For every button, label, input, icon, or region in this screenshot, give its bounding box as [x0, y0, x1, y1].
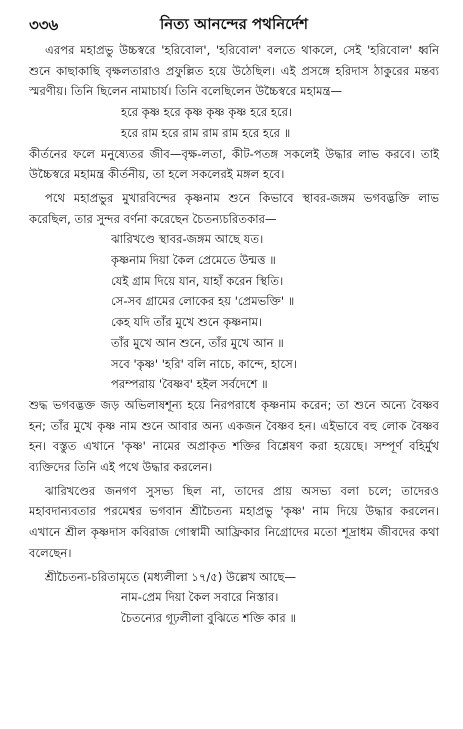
paragraph: এরপর মহাপ্রভু উচ্চস্বরে 'হরিবোল', 'হরিবোল' বলতে থাকলে, সেই 'হরিবোল' ধ্বনি শুনে কাছাকাছি বৃক্ষলতারাও প্রফুল্লিত হয়ে উঠেছিল। এই প্রসঙ্গে হরিদাস ঠাকুরের মন্তব্য স্মরণীয়। তিনি ছিলেন নামাচার্য। তিনি বলেছিলেন উচ্চৈস্বরে মহামন্ত্র— [29, 43, 439, 99]
paragraph: শুদ্ধ ভগবদ্ভক্ত জড় অভিলাষশূন্য হয়ে নিরপরাধে কৃষ্ণনাম করেন; তা শুনে অন্যে বৈষ্ণব হন; তাঁর মুখে কৃষ্ণ নাম শুনে আবার অন্য একজন বৈষ্ণব হন। এইভাবে বহু লোক বৈষ্ণব হন। বস্তুত এখানে 'কৃষ্ণ' নামের অপ্রাকৃত শক্তির বিশ্লেষণ করা হয়েছে। সম্পূর্ণ বহির্মুখ ব্যক্তিদের তিনি এই পথে উদ্ধার করলেন। [29, 397, 439, 475]
verse-line: কেহ যদি তাঁর মুখে শুনে কৃষ্ণনাম। [111, 315, 263, 330]
page-number: ৩৩৬ [29, 16, 59, 34]
verse-line: নাম-প্রেম দিয়া কৈল সবারে নিস্তার। [121, 590, 279, 605]
verse-line: ঝারিখণ্ডে স্থাবর-জঙ্গম আছে যত। [111, 232, 264, 247]
verse-line: সবে 'কৃষ্ণ' 'হরি' বলি নাচে, কান্দে, হাসে। [111, 356, 297, 371]
page-body [29, 40, 439, 629]
verse-line: সে-সব গ্রামের লোকের হয় 'প্রেমভক্তি' ॥ [111, 294, 295, 309]
verse-line: যেই গ্রাম দিয়ে যান, যাহাঁ করেন স্থিতি। [111, 273, 284, 288]
paragraph: কীর্তনের ফলে মনুষ্যেতর জীব—বৃক্ষ-লতা, কীট-পতঙ্গ সকলেই উদ্ধার লাভ করবে। তাই উচ্চৈস্বরে মহামন্ত্র কীর্তনীয়, তা হলে সকলেরই মঙ্গল হবে। [29, 146, 439, 182]
page-header [29, 0, 439, 40]
paragraph: শ্রীচৈতন্য-চরিতামৃতে (মধ্যলীলা ১৭/৫) উল্লেখ আছে— [45, 569, 297, 584]
verse-line: হরে কৃষ্ণ হরে কৃষ্ণ কৃষ্ণ কৃষ্ণ হরে হরে। [121, 105, 293, 120]
paragraph: ঝারিখণ্ডের জনগণ সুসভ্য ছিল না, তাদের প্রায় অসভ্য বলা চলে; তাদেরও মহাবদান্যবতার পরমেশ্বর ভগবান শ্রীচৈতন্য মহাপ্রভু 'কৃষ্ণ' নাম দিয়ে উদ্ধার করলেন। এখানে শ্রীল কৃষ্ণদাস কবিরাজ গোস্বামী আফ্রিকার নিগ্রোদের মতো শূদ্রাধম জীবদের কথা বলেছেন। [29, 483, 439, 560]
verse-line: হরে রাম হরে রাম রাম রাম হরে হরে ॥ [121, 125, 291, 140]
running-title: নিত্য আনন্দের পথনির্দেশ [160, 15, 308, 33]
verse-line: কৃষ্ণনাম দিয়া কৈল প্রেমেতে উন্মত্ত ॥ [111, 253, 276, 268]
verse-line: তাঁর মুখে আন শুনে, তাঁর মুখে আন ॥ [111, 335, 284, 350]
paragraph: পথে মহাপ্রভুর মুখারবিন্দের কৃষ্ণনাম শুনে কিভাবে স্থাবর-জঙ্গম ভগবদ্ভক্তি লাভ করেছিল, তার সুন্দর বর্ণনা করেছেন চৈতন্যচরিতকার— [29, 190, 439, 226]
verse-line: চৈতন্যের গূঢ়লীলা বুঝিতে শক্তি কার ॥ [121, 610, 297, 625]
verse-line: পরম্পরায় 'বৈষ্ণব' হইল সর্বদেশে ॥ [111, 377, 268, 392]
